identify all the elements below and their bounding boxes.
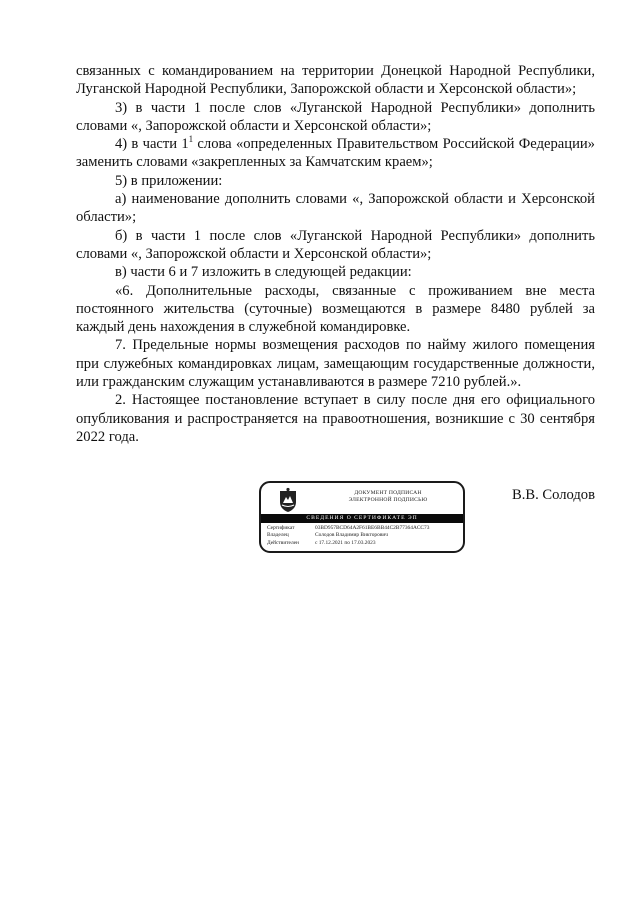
stamp-title-bar: СВЕДЕНИЯ О СЕРТИФИКАТЕ ЭП xyxy=(261,514,463,523)
paragraph-item-5v: в) части 6 и 7 изложить в следующей редакции: xyxy=(115,264,412,281)
paragraph-point-2: 2. Настоящее постановление вступает в силу после дня его официального опубликования и распространяется на правоотношения, возникшие с 30 сентября 2022 года. xyxy=(76,392,595,445)
validity-value: с 17.12.2021 по 17.03.2023 xyxy=(315,539,376,546)
signer-name: В.В. Солодов xyxy=(511,487,595,503)
validity-row xyxy=(267,540,459,547)
paragraph-item-5: 5) в приложении: xyxy=(115,172,223,189)
stamp-heading xyxy=(313,490,463,504)
stamp-heading-line-1: ДОКУМЕНТ ПОДПИСАН xyxy=(354,490,422,496)
stamp-heading-line-2: ЭЛЕКТРОННОЙ ПОДПИСЬЮ xyxy=(348,497,428,503)
certificate-details xyxy=(267,525,459,547)
paragraph-part-6: «6. Дополнительные расходы, связанные с проживанием вне места постоянного жительства (суточные) возмещаются в размере 8480 рублей за каждый день нахождения в служебной командировке. xyxy=(76,282,595,336)
electronic-signature-stamp xyxy=(259,481,465,553)
owner-value: Солодов Владимир Викторович xyxy=(315,532,388,539)
coat-of-arms-icon xyxy=(277,487,299,513)
paragraph-item-4 xyxy=(76,135,595,172)
document-body xyxy=(76,62,595,446)
paragraph-item-4-start: 4) в части 1 xyxy=(115,136,189,153)
paragraph-item-5b: б) в части 1 после слов «Луганской Народной Республики» дополнить словами «, Запорожской области и Херсонской области»; xyxy=(76,227,595,262)
validity-label: Действителен xyxy=(267,539,299,546)
certificate-value: 03BD957BCD64A2F61BE6BB44C2B77364ACC73 xyxy=(315,525,430,531)
paragraph-part-7: 7. Предельные нормы возмещения расходов по найму жилого помещения при служебных командировках лицам, замещающим государственные должности, или гражданским служащим устанавливаются в размере 7210 рублей.». xyxy=(76,337,595,391)
paragraph-item-4-rest: слова «определенных Правительством Российской Федерации» заменить словами «закрепленных за Камчатским краем»; xyxy=(76,136,595,171)
certificate-row xyxy=(267,525,459,532)
paragraph-item-3: 3) в части 1 после слов «Луганской Народной Республики» дополнить словами «, Запорожской области и Херсонской области»; xyxy=(76,99,595,134)
paragraph-continuation: связанных с командированием на территории Донецкой Народной Республики, Луганской Народной Республики, Запорожской области и Херсонской области»; xyxy=(76,63,595,98)
paragraph-item-5a: а) наименование дополнить словами «, Запорожской области и Херсонской области»; xyxy=(76,191,595,226)
certificate-label: Сертификат xyxy=(267,525,295,531)
superscript-1: 1 xyxy=(188,134,194,145)
owner-row xyxy=(267,532,459,539)
owner-label: Владелец xyxy=(267,532,289,539)
